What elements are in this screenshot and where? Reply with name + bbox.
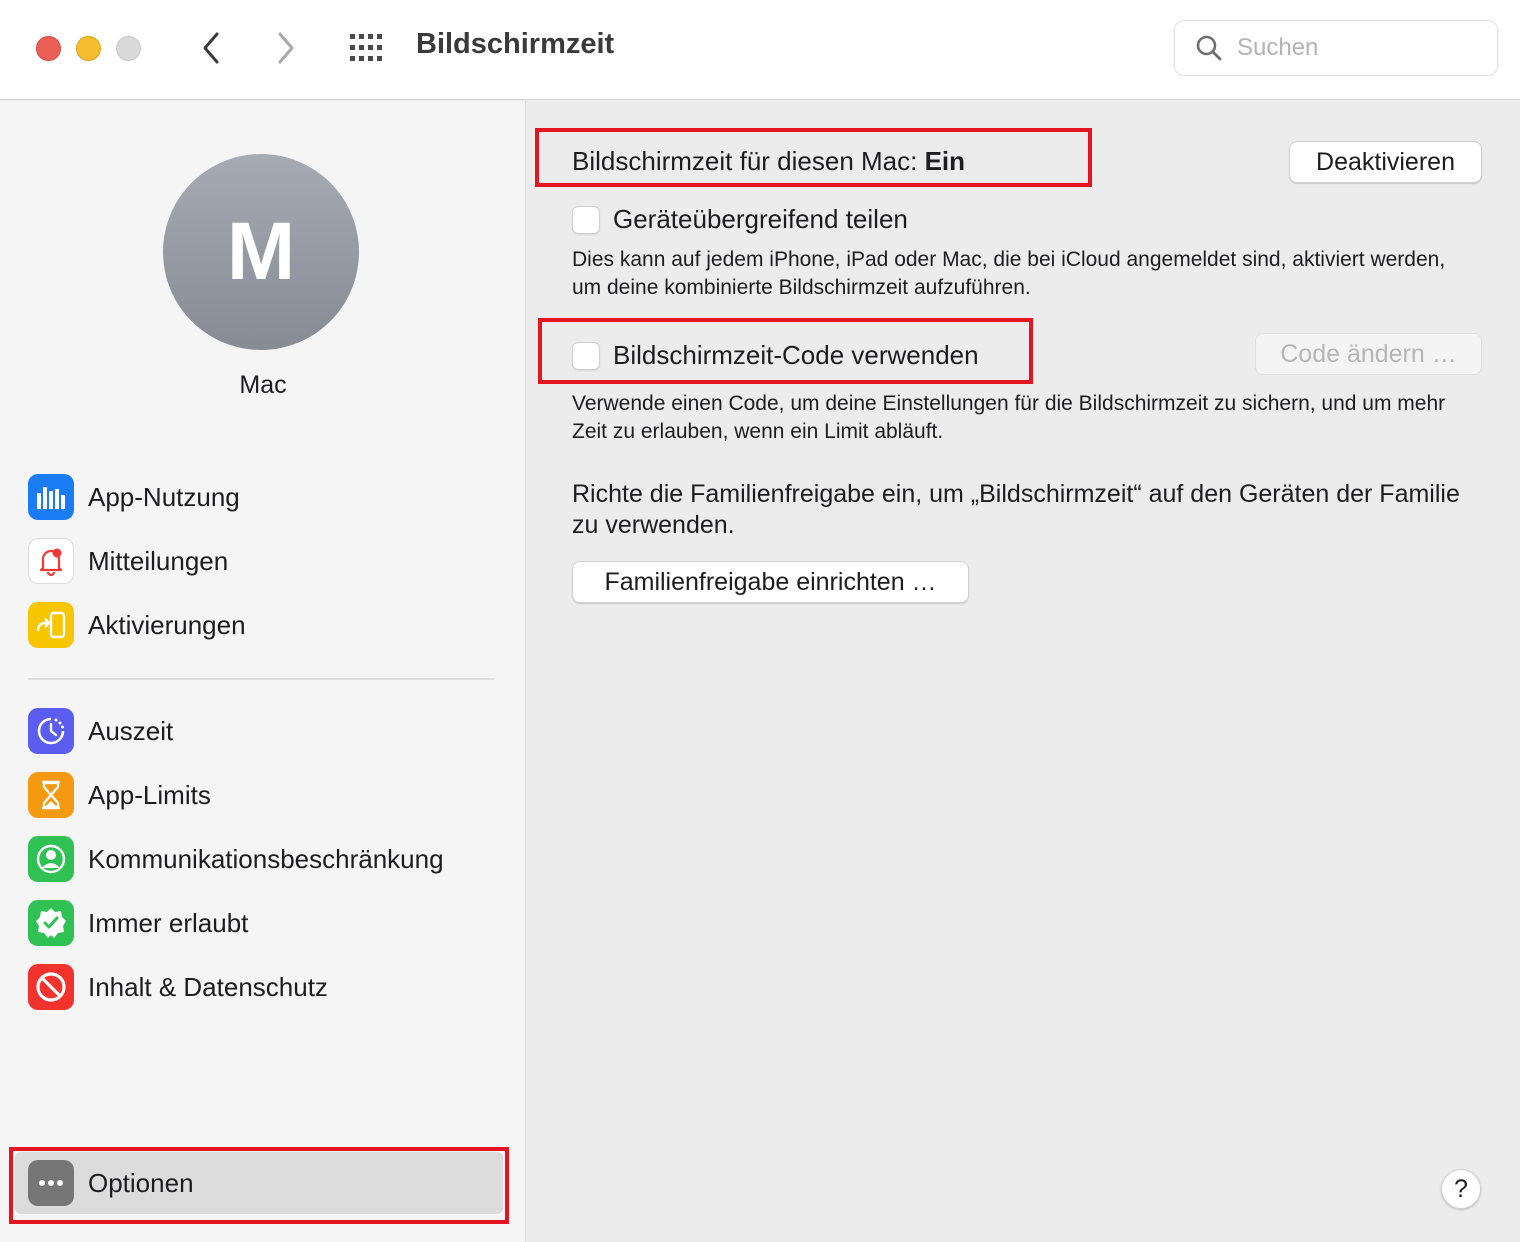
user-name: Mac bbox=[239, 371, 287, 399]
sidebar-item-aktivierungen[interactable] bbox=[28, 600, 246, 650]
sidebar-item-label: App-Limits bbox=[88, 779, 211, 810]
sidebar-item-inhalt-datenschutz[interactable] bbox=[28, 962, 328, 1012]
bar-chart-icon bbox=[28, 474, 74, 520]
share-across-devices-checkbox[interactable] bbox=[572, 206, 600, 234]
sidebar-item-label: Aktivierungen bbox=[88, 609, 246, 640]
pickup-icon bbox=[28, 602, 74, 648]
search-input[interactable] bbox=[1237, 34, 1467, 62]
help-button[interactable]: ? bbox=[1441, 1169, 1481, 1209]
avatar-initial: M bbox=[226, 206, 296, 297]
grid-icon bbox=[348, 32, 386, 64]
back-button[interactable] bbox=[191, 26, 231, 70]
sidebar-item-app-limits[interactable] bbox=[28, 770, 211, 820]
deactivate-button[interactable]: Deaktivieren bbox=[1289, 141, 1482, 183]
sidebar-divider bbox=[28, 678, 494, 680]
share-across-devices-row[interactable] bbox=[572, 204, 908, 235]
minimize-window-button[interactable] bbox=[76, 36, 101, 61]
change-code-button[interactable]: Code ändern … bbox=[1255, 333, 1482, 375]
hourglass-icon bbox=[28, 772, 74, 818]
sidebar-item-label: App-Nutzung bbox=[88, 481, 240, 512]
sidebar-item-immer-erlaubt[interactable] bbox=[28, 898, 248, 948]
search-field[interactable] bbox=[1174, 20, 1498, 76]
sidebar-item-kommunikationsbeschraenkung[interactable] bbox=[28, 834, 444, 884]
sidebar-item-label: Auszeit bbox=[88, 715, 174, 746]
passcode-description: Verwende einen Code, um deine Einstellungen für die Bildschirmzeit zu sichern, und um mehr Zeit zu erlauben, wenn ein Limit abläuft. bbox=[572, 392, 1446, 443]
sidebar-item-mitteilungen[interactable] bbox=[28, 536, 228, 586]
status-label: Bildschirmzeit für diesen Mac: bbox=[572, 146, 918, 176]
chevron-right-icon bbox=[275, 31, 297, 65]
forward-button[interactable] bbox=[266, 26, 306, 70]
share-across-devices-label: Geräteübergreifend teilen bbox=[613, 204, 908, 234]
sidebar-item-label: Mitteilungen bbox=[88, 545, 229, 576]
use-passcode-checkbox[interactable] bbox=[572, 342, 600, 370]
bell-icon bbox=[28, 538, 74, 584]
show-all-button[interactable] bbox=[346, 30, 388, 66]
sidebar-item-label: Inhalt & Datenschutz bbox=[88, 971, 328, 1002]
share-description: Dies kann auf jedem iPhone, iPad oder Mac, die bei iCloud angemeldet sind, aktiviert werden, um deine kombinierte Bildschirmzeit aufzuführen. bbox=[572, 248, 1446, 299]
main-panel bbox=[527, 101, 1520, 1242]
restriction-icon bbox=[28, 964, 74, 1010]
search-icon bbox=[1195, 34, 1223, 62]
window-title: Bildschirmzeit bbox=[416, 28, 615, 60]
chevron-left-icon bbox=[200, 31, 222, 65]
sidebar-item-app-nutzung[interactable] bbox=[28, 472, 240, 522]
zoom-window-button[interactable] bbox=[116, 36, 141, 61]
checkmark-badge-icon bbox=[28, 900, 74, 946]
status-value: Ein bbox=[924, 146, 966, 176]
sidebar-item-optionen[interactable] bbox=[28, 1158, 194, 1208]
family-sharing-setup-button[interactable]: Familienfreigabe einrichten … bbox=[572, 561, 969, 603]
sidebar-item-auszeit[interactable] bbox=[28, 706, 173, 756]
title-bar bbox=[0, 0, 1520, 100]
sidebar-item-label: Kommunikationsbeschränkung bbox=[88, 843, 444, 874]
downtime-icon bbox=[28, 708, 74, 754]
avatar[interactable] bbox=[163, 154, 359, 350]
sidebar-item-label: Optionen bbox=[88, 1167, 194, 1198]
ellipsis-icon bbox=[28, 1160, 74, 1206]
screen-time-status bbox=[572, 146, 965, 177]
use-passcode-label: Bildschirmzeit-Code verwenden bbox=[613, 340, 979, 370]
use-passcode-row[interactable] bbox=[572, 340, 979, 371]
sidebar-item-label: Immer erlaubt bbox=[88, 907, 249, 938]
close-window-button[interactable] bbox=[36, 36, 61, 61]
contact-icon bbox=[28, 836, 74, 882]
family-sharing-text: Richte die Familienfreigabe ein, um „Bildschirmzeit“ auf den Geräten der Familie zu verwenden. bbox=[572, 480, 1460, 539]
sidebar bbox=[0, 101, 526, 1242]
